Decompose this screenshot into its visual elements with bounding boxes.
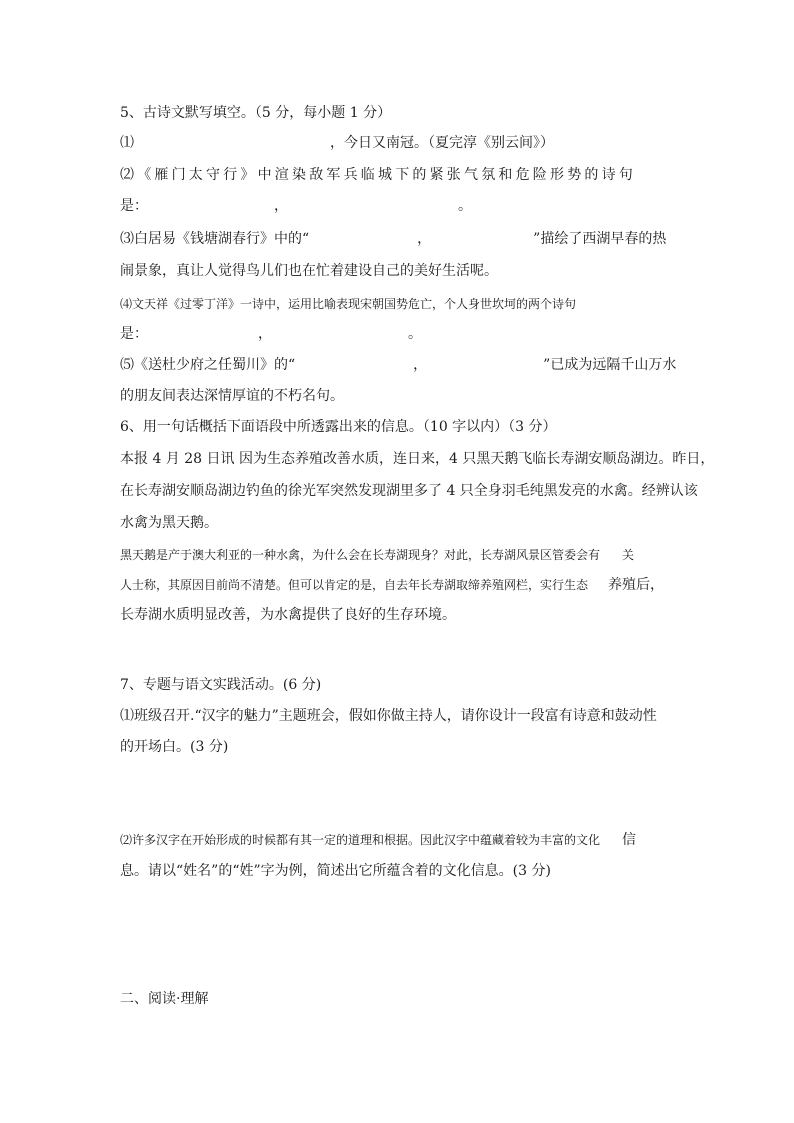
q5-item-1 <box>120 134 554 152</box>
q5-item-5-line-1 <box>120 356 676 374</box>
q5-item-5-suffix: ”已成为远隔千山万水 <box>543 357 677 373</box>
q7-item-2-line-2: 息。请以“姓名”的“姓”字为例，简述出它所蕴含着的文化信息。(3 分) <box>120 863 551 879</box>
q5-item-5-comma: ， <box>413 357 428 373</box>
q7-title: 7、专题与语文实践活动。(6 分) <box>120 677 322 693</box>
q6-title: 6、用一句话概括下面语段中所透露出来的信息。（10 字以内）（3 分） <box>120 419 557 435</box>
q5-item-2-line-2 <box>120 197 472 215</box>
q5-item-4-line-2 <box>120 325 422 343</box>
q6-paragraph-1-line-1: 本报 4 月 28 日讯 因为生态养殖改善水质，连日来，4 只黑天鹅飞临长寿湖安顺岛湖边。昨日， <box>120 451 715 467</box>
q5-item-3-line-2: 闹景象，真让人觉得鸟儿们也在忙着建设自己的美好生活呢。 <box>120 263 498 279</box>
q6-paragraph-2-line-1 <box>120 546 634 564</box>
q6-paragraph-2-line-3: 长寿湖水质明显改善，为水禽提供了良好的生存环境。 <box>120 607 456 623</box>
section-2-title: 二、阅读·理解 <box>120 991 209 1007</box>
q5-item-3-comma: ， <box>417 231 432 247</box>
q7-item-2-text-a: ⑵许多汉字在开始形成的时候都有其一定的道理和根据。因此汉字中蕴藏着较为丰富的文化 <box>120 833 601 847</box>
q5-item-1-text: ，今日又南冠。（夏完淳《别云间》） <box>330 135 554 151</box>
q6-paragraph-2-text-a: 黑天鹅是产于澳大利亚的一种水禽，为什么会在长寿湖现身？对此，长寿湖风景区管委会有 <box>120 548 601 562</box>
q5-title: 5、古诗文默写填空。（5 分，每小题 1 分） <box>120 105 392 121</box>
q6-paragraph-1-line-2: 在长寿湖安顺岛湖边钓鱼的徐光军突然发现湖里多了 4 只全身羽毛纯黑发亮的水禽。经辨认该 <box>120 483 698 499</box>
q5-item-4-line-1: ⑷文天祥《过零丁洋》一诗中，运用比喻表现宋朝国势危亡，个人身世坎坷的两个诗句 <box>120 297 577 311</box>
q7-item-2-text-b: 信 <box>622 832 637 848</box>
q5-item-3-line-1 <box>120 230 666 248</box>
q5-item-4-comma: ， <box>258 326 272 342</box>
q6-paragraph-2-text-b: 关 <box>622 548 635 562</box>
q5-item-2-period: 。 <box>458 198 472 214</box>
q5-item-5-prefix: ⑸《送杜少府之任蜀川》的“ <box>120 357 296 373</box>
q6-paragraph-2-text-c: 人士称，其原因目前尚不清楚。但可以肯定的是，自去年长寿湖取缔养殖网栏，实行生态 <box>120 578 589 592</box>
q7-item-1-line-1: ⑴班级召开.“汉字的魅力”主题班会，假如你做主持人，请你设计一段富有诗意和鼓动性 <box>120 708 657 724</box>
q7-item-1-line-2: 的开场白。(3 分) <box>120 739 229 755</box>
q5-item-1-number: ⑴ <box>120 135 134 151</box>
q5-item-4-prefix: 是： <box>120 326 148 342</box>
q6-paragraph-1-line-3: 水禽为黑天鹅。 <box>120 515 218 531</box>
q7-item-2-line-1 <box>120 831 636 849</box>
q5-item-5-line-2: 的朋友间表达深情厚谊的不朽名句。 <box>120 388 344 404</box>
q6-paragraph-2-text-d: 养殖后， <box>608 577 665 593</box>
q5-item-2-prefix: 是： <box>120 198 148 214</box>
q5-item-2-text: ⑵《雁门太守行》中渲染敌军兵临城下的紧张气氛和危险形势的诗句 <box>120 167 636 183</box>
q6-paragraph-2-line-2 <box>120 576 664 594</box>
q5-item-2-comma: ， <box>274 198 288 214</box>
q5-item-2-line-1 <box>120 166 674 184</box>
q5-item-4-period: 。 <box>408 326 422 342</box>
q5-item-3-suffix: ”描绘了西湖早春的热 <box>533 231 667 247</box>
q5-item-3-prefix: ⑶白居易《钱塘湖春行》中的“ <box>120 231 310 247</box>
